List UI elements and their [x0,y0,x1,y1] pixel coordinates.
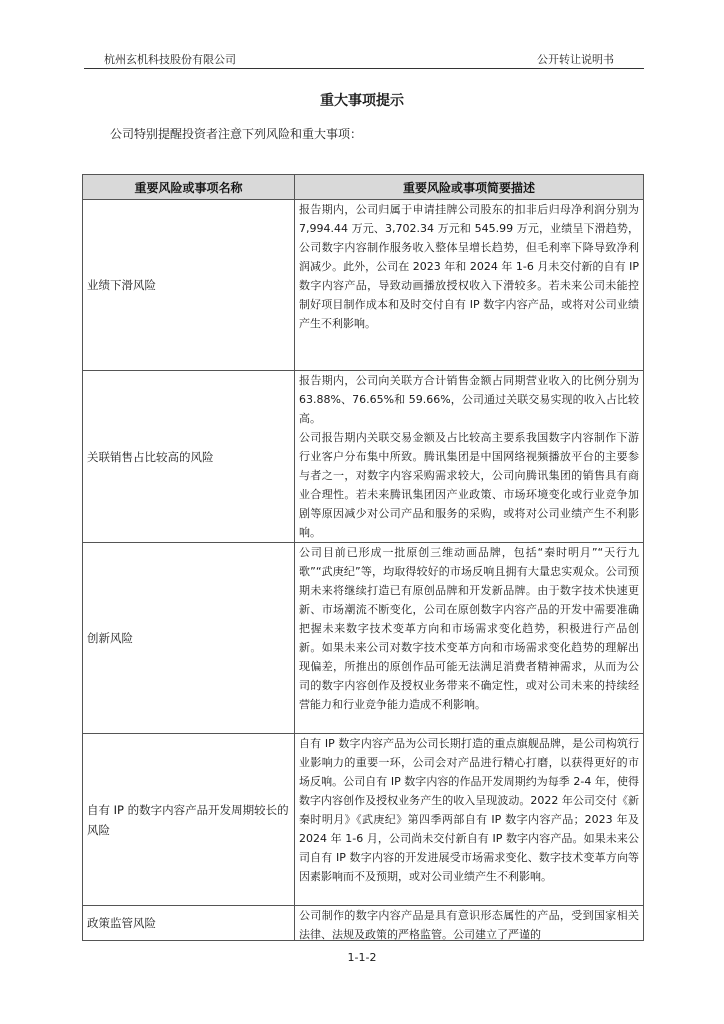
risk-description [295,906,644,941]
risk-description-paragraph: 报告期内，公司归属于申请挂牌公司股东的扣非后归母净利润分别为 7,994.44 万元、3,702.34 万元和 545.99 万元，业绩呈下滑趋势，公司数字内容制作服务收入整体呈增长趋势，但毛利率下降导致净利润减少。此外，公司在 2023 年和 2024 年 1-6 月未交付新的自有 IP 数字内容产品，导致动画播放授权收入下滑较多。若未来公司未能控制好项目制作成本和及时交付自有 IP 数字内容产品，或将对公司业绩产生不利影响。 [299,203,639,330]
header-doc-type: 公开转让说明书 [537,53,614,66]
table-row [83,200,644,371]
risk-table [82,174,644,941]
risk-description [295,543,644,734]
risk-description-paragraph: 公司报告期内关联交易金额及占比较高主要系我国数字内容制作下游行业客户分布集中所致。腾讯集团是中国网络视频播放平台的主要参与者之一，对数字内容采购需求较大，公司向腾讯集团的销售具有商业合理性。若未来腾讯集团因产业政策、市场环境变化或行业竞争加剧等原因减少对公司产品和服务的采购，或将对公司业绩产生不利影响。 [299,431,639,539]
risk-name: 关联销售占比较高的风险 [83,371,295,543]
col-header-desc: 重要风险或事项简要描述 [295,175,644,200]
risk-description [295,200,644,371]
risk-description [295,734,644,906]
risk-name: 政策监管风险 [83,906,295,941]
table-row [83,543,644,734]
table-header-row [83,175,644,200]
risk-description-paragraph: 报告期内，公司向关联方合计销售金额占同期营业收入的比例分别为 63.88%、76.65%和 59.66%，公司通过关联交易实现的收入占比较高。 [299,374,639,425]
table-row [83,906,644,941]
header-company: 杭州玄机科技股份有限公司 [104,53,236,66]
col-header-name: 重要风险或事项名称 [83,175,295,200]
page-title: 重大事项提示 [320,93,404,109]
page-number: 1-1-2 [347,951,377,964]
risk-description-paragraph: 公司制作的数字内容产品是具有意识形态属性的产品，受到国家相关法律、法规及政策的严格监管。公司建立了严谨的 [299,909,639,940]
table-row [83,371,644,543]
intro-text: 公司特别提醒投资者注意下列风险和重大事项： [110,127,363,141]
risk-name: 业绩下滑风险 [83,200,295,371]
table-row [83,734,644,906]
risk-name: 自有 IP 的数字内容产品开发周期较长的风险 [83,734,295,906]
risk-description-paragraph: 公司目前已形成一批原创三维动画品牌，包括“秦时明月”“天行九歌”“武庚纪”等，均取得较好的市场反响且拥有大量忠实观众。公司预期未来将继续打造已有原创品牌和开发新品牌。由于数字技术快速更新、市场潮流不断变化，公司在原创数字内容产品的开发中需要准确把握未来数字技术变革方向和市场需求变化趋势，积极进行产品创新。如果未来公司对数字技术变革方向和市场需求变化趋势的理解出现偏差，所推出的原创作品可能无法满足消费者精神需求，从而为公司的数字内容创作及授权业务带来不确定性，或对公司未来的持续经营能力和行业竞争能力造成不利影响。 [299,546,639,711]
risk-name: 创新风险 [83,543,295,734]
risk-description-paragraph: 自有 IP 数字内容产品为公司长期打造的重点旗舰品牌，是公司构筑行业影响力的重要一环，公司会对产品进行精心打磨，以获得更好的市场反响。公司自有 IP 数字内容的作品开发周期约为每季 2-4 年，使得数字内容创作及授权业务产生的收入呈现波动。2022 年公司交付《新秦时明月》《武庚纪》第四季两部自有 IP 数字内容产品；2023 年及 2024 年 1-6 月，公司尚未交付新自有 IP 数字内容产品。如果未来公司自有 IP 数字内容的开发进展受市场需求变化、数字技术变革方向等因素影响而不及预期，或对公司业绩产生不利影响。 [299,737,639,883]
page-header [84,50,644,69]
risk-description [295,371,644,543]
